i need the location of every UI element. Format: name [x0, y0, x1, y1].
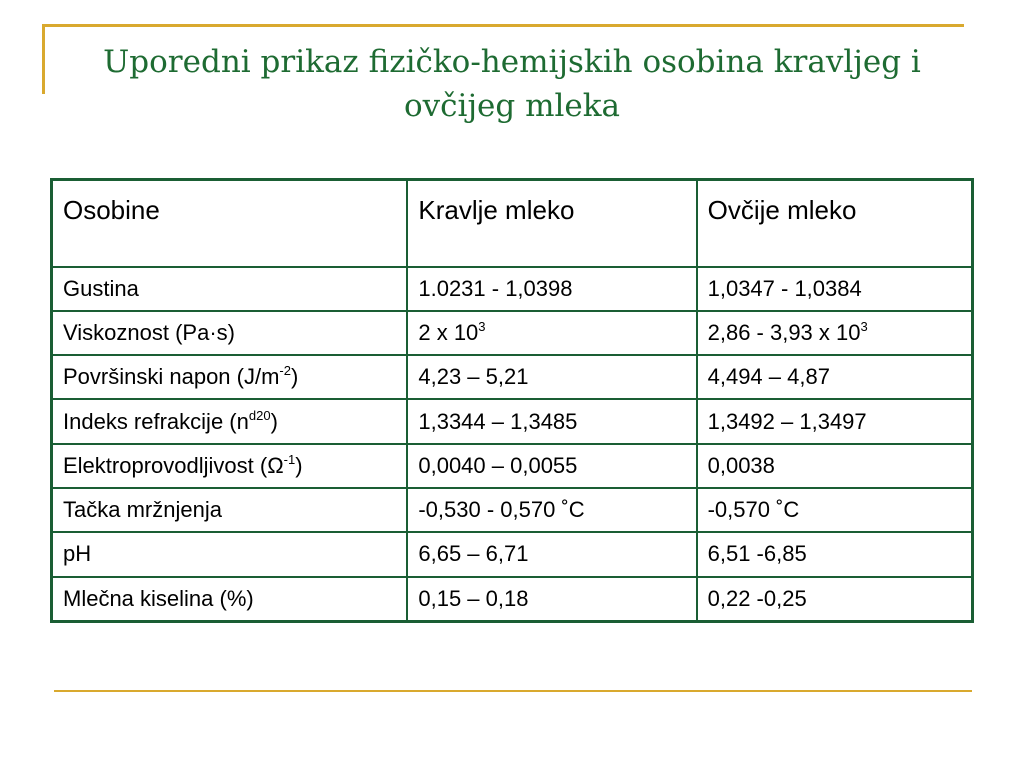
cell-cow-milk — [407, 355, 696, 399]
table-row-viskoznost — [52, 311, 973, 355]
cell-property — [52, 267, 408, 311]
cell-property — [52, 444, 408, 488]
cell-sheep-milk-text: 1,3492 – 1,3497 — [707, 408, 867, 434]
cell-cow-milk-superscript: 3 — [478, 318, 486, 334]
left-accent-rule — [42, 24, 45, 94]
table-row-gustina — [52, 267, 973, 311]
cell-property-suffix: ) — [270, 408, 278, 434]
cell-property — [52, 399, 408, 443]
cell-property-text: pH — [63, 541, 92, 567]
cell-sheep-milk — [697, 444, 973, 488]
cell-sheep-milk-text: 1,0347 - 1,0384 — [707, 275, 862, 301]
cell-property-text: Indeks refrakcije (n — [63, 408, 249, 434]
cell-sheep-milk-text: 2,86 - 3,93 x 10 — [707, 319, 861, 345]
cell-property — [52, 311, 408, 355]
cell-cow-milk-text: 1.0231 - 1,0398 — [418, 275, 573, 301]
cell-property — [52, 488, 408, 532]
cell-cow-milk-text: 1,3344 – 1,3485 — [418, 408, 578, 434]
table-row-mlecna-kiselina — [52, 577, 973, 622]
cell-cow-milk — [407, 444, 696, 488]
cell-cow-milk — [407, 267, 696, 311]
cell-sheep-milk — [697, 355, 973, 399]
table-row-elektroprovodljivost — [52, 444, 973, 488]
header-osobine: Osobine — [52, 180, 408, 267]
table-row-tacka-mrznjenja — [52, 488, 973, 532]
cell-property-text: Tačka mržnjenja — [63, 497, 222, 523]
cell-cow-milk-text: 2 x 10 — [418, 319, 479, 345]
cell-property-text: Površinski napon (J/m — [63, 364, 280, 390]
top-accent-rule — [42, 24, 964, 27]
cell-cow-milk-text: 0,15 – 0,18 — [418, 585, 529, 611]
cell-sheep-milk — [697, 399, 973, 443]
slide-title — [60, 40, 964, 128]
cell-cow-milk-text: 4,23 – 5,21 — [418, 364, 529, 390]
cell-sheep-milk-text: 0,0038 — [707, 452, 775, 478]
cell-property-superscript: -1 — [283, 451, 296, 467]
cell-cow-milk — [407, 488, 696, 532]
cell-property — [52, 577, 408, 622]
cell-cow-milk — [407, 399, 696, 443]
milk-properties-table — [50, 178, 974, 623]
cell-property-suffix: ) — [290, 364, 299, 390]
cell-cow-milk-text: -0,530 - 0,570 ˚C — [418, 497, 585, 523]
cell-sheep-milk-text: 0,22 -0,25 — [707, 585, 807, 611]
bottom-accent-rule — [54, 690, 972, 692]
cell-sheep-milk-text: -0,570 ˚C — [707, 497, 800, 523]
cell-property — [52, 355, 408, 399]
header-ovcije-mleko: Ovčije mleko — [697, 180, 973, 267]
cell-cow-milk — [407, 577, 696, 622]
cell-property-text: Elektroprovodljivost (Ω — [63, 452, 284, 478]
cell-property — [52, 532, 408, 576]
header-kravlje-mleko: Kravlje mleko — [407, 180, 696, 267]
cell-property-suffix: ) — [295, 452, 303, 478]
cell-sheep-milk-text: 6,51 -6,85 — [707, 541, 807, 567]
cell-cow-milk-text: 6,65 – 6,71 — [418, 541, 529, 567]
cell-property-text: Viskoznost (Pa·s) — [63, 319, 235, 345]
slide-title-line-1: Uporedni prikaz fizičko-hemijskih osobina kravljeg i — [103, 44, 921, 80]
slide-title-line-2: ovčijeg mleka — [403, 88, 621, 124]
cell-sheep-milk — [697, 532, 973, 576]
cell-property-text: Mlečna kiselina (%) — [63, 585, 254, 611]
cell-cow-milk — [407, 311, 696, 355]
table-row-indeks-refrakcije — [52, 399, 973, 443]
cell-property-superscript: -2 — [279, 363, 291, 379]
table-row-ph — [52, 532, 973, 576]
cell-sheep-milk-text: 4,494 – 4,87 — [707, 364, 830, 390]
cell-sheep-milk — [697, 267, 973, 311]
cell-property-superscript: d20 — [248, 407, 271, 423]
cell-cow-milk-text: 0,0040 – 0,0055 — [418, 452, 578, 478]
cell-cow-milk — [407, 532, 696, 576]
cell-sheep-milk — [697, 577, 973, 622]
table-header-row — [52, 180, 973, 267]
cell-property-text: Gustina — [63, 275, 139, 301]
cell-sheep-milk — [697, 488, 973, 532]
table-row-povrsinski-napon — [52, 355, 973, 399]
cell-sheep-milk-superscript: 3 — [860, 318, 868, 334]
cell-sheep-milk — [697, 311, 973, 355]
